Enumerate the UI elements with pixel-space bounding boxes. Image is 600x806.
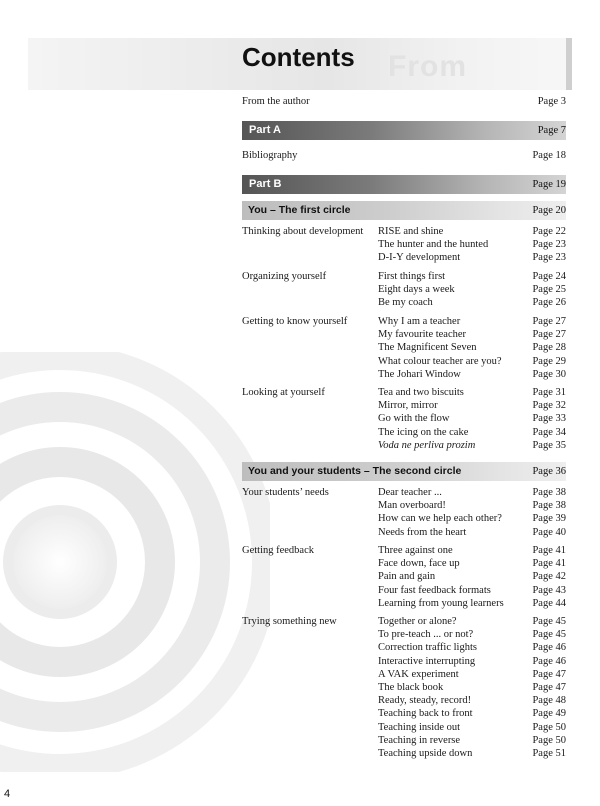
toc-item-title: Dear teacher ... [378, 487, 442, 498]
section-title: Looking at yourself [242, 387, 325, 398]
toc-item-page: Page 41 [532, 545, 566, 556]
toc-item-page: Page 27 [532, 316, 566, 327]
section-title: Getting to know yourself [242, 316, 348, 327]
toc-item[interactable] [378, 426, 566, 439]
toc-item-title: Four fast feedback formats [378, 584, 491, 596]
toc-item-page: Page 42 [532, 571, 566, 583]
toc-item[interactable] [378, 283, 566, 296]
toc-item[interactable] [378, 270, 566, 283]
toc-item-title: D-I-Y development [378, 252, 461, 264]
toc-item-page: Page 47 [532, 681, 566, 693]
toc-item-page: Page 43 [532, 584, 566, 596]
toc-item-title: Face down, face up [378, 558, 460, 570]
section-items [378, 486, 566, 539]
section-items [378, 386, 566, 452]
toc-item-page: Page 46 [532, 655, 566, 667]
toc-item-title: Why I am a teacher [378, 316, 461, 327]
part-b-heading[interactable] [242, 175, 566, 194]
second-circle-page: Page 36 [532, 466, 566, 477]
toc-item-title: Teaching upside down [378, 747, 473, 759]
section-title: Trying something new [242, 616, 337, 627]
second-circle-heading[interactable] [242, 462, 566, 481]
toc-item-page: Page 32 [532, 400, 566, 412]
section-items [378, 315, 566, 381]
toc-item-page: Page 31 [532, 387, 566, 398]
toc-item-title: Three against one [378, 545, 453, 556]
toc-item[interactable] [378, 251, 566, 264]
toc-item-page: Page 22 [532, 226, 566, 237]
section-title: Getting feedback [242, 545, 315, 556]
part-a-page: Page 7 [537, 125, 566, 136]
toc-item-title: How can we help each other? [378, 513, 502, 525]
toc-entry-label: Bibliography [242, 150, 298, 161]
toc-item[interactable] [378, 734, 566, 747]
toc-entry-page: Page 18 [532, 150, 566, 161]
part-a-heading[interactable] [242, 121, 566, 140]
toc-item[interactable] [378, 570, 566, 583]
toc-item[interactable] [378, 341, 566, 354]
toc-item[interactable] [378, 412, 566, 425]
toc-item[interactable] [378, 486, 566, 499]
toc-item[interactable] [378, 399, 566, 412]
toc-item-page: Page 50 [532, 721, 566, 733]
toc-item[interactable] [378, 584, 566, 597]
toc-item-title: The Johari Window [378, 368, 461, 380]
toc-entry-bibliography[interactable] [242, 149, 566, 162]
toc-item[interactable] [378, 328, 566, 341]
toc-item-page: Page 44 [532, 597, 566, 609]
toc-item-title: Be my coach [378, 297, 433, 309]
toc-item-title: Together or alone? [378, 616, 457, 627]
toc-item-title: Eight days a week [378, 284, 455, 296]
toc-item-title: Correction traffic lights [378, 642, 477, 654]
toc-item-title: The Magnificent Seven [378, 342, 477, 354]
toc-item-page: Page 23 [532, 239, 566, 251]
toc-item[interactable] [378, 681, 566, 694]
section-title: Organizing yourself [242, 271, 327, 282]
toc-item[interactable] [378, 499, 566, 512]
toc-item-page: Page 23 [532, 252, 566, 264]
toc-item-page: Page 39 [532, 513, 566, 525]
toc-item-title: A VAK experiment [378, 668, 459, 680]
part-b-label: Part B [249, 178, 282, 190]
toc-item[interactable] [378, 615, 566, 628]
toc-entry-from-the-author[interactable] [242, 95, 566, 108]
toc-item-page: Page 38 [532, 500, 566, 512]
toc-item-page: Page 49 [532, 708, 566, 720]
toc-item-title: Teaching back to front [378, 708, 473, 720]
toc-item-page: Page 27 [532, 329, 566, 341]
toc-item-page: Page 25 [532, 284, 566, 296]
toc-item-page: Page 48 [532, 695, 566, 707]
toc-item-page: Page 29 [532, 355, 566, 367]
second-circle-label: You and your students – The second circle [248, 465, 462, 477]
toc-item-title: The icing on the cake [378, 426, 469, 438]
section-items [378, 270, 566, 310]
toc-item[interactable] [378, 225, 566, 238]
toc-item[interactable] [378, 694, 566, 707]
toc-item[interactable] [378, 512, 566, 525]
toc-item[interactable] [378, 544, 566, 557]
toc-item[interactable] [378, 641, 566, 654]
toc-item-title: To pre-teach ... or not? [378, 629, 474, 641]
toc-item-title: The black book [378, 681, 444, 693]
section-title: Thinking about development [242, 226, 364, 237]
page-number: 4 [4, 788, 11, 800]
toc-item-page: Page 45 [532, 629, 566, 641]
toc-item-page: Page 41 [532, 558, 566, 570]
part-a-label: Part A [249, 124, 281, 136]
toc-item-title: Pain and gain [378, 571, 436, 583]
page-title: Contents [242, 42, 355, 72]
toc-item[interactable] [378, 315, 566, 328]
toc-item-title: Learning from young learners [378, 597, 504, 609]
toc-item-page: Page 34 [532, 426, 566, 438]
toc-item-title: Teaching inside out [378, 721, 461, 733]
toc-item-title: Ready, steady, record! [378, 695, 472, 707]
toc-item-title: Interactive interrupting [378, 655, 476, 667]
toc-item[interactable] [378, 439, 566, 452]
toc-item-title: The hunter and the hunted [378, 239, 489, 251]
title-ghost-text: From [388, 50, 467, 83]
toc-item-page: Page 26 [532, 297, 566, 309]
toc-item-page: Page 40 [532, 526, 566, 538]
toc-item-page: Page 51 [532, 747, 566, 759]
toc-item-title: First things first [378, 271, 446, 282]
toc-item-page: Page 46 [532, 642, 566, 654]
toc-item[interactable] [378, 668, 566, 681]
toc-item-title: Mirror, mirror [378, 400, 438, 412]
toc-item[interactable] [378, 296, 566, 309]
toc-item[interactable] [378, 557, 566, 570]
first-circle-heading[interactable] [242, 201, 566, 220]
toc-item[interactable] [378, 707, 566, 720]
toc-item[interactable] [378, 386, 566, 399]
toc-item-title: Go with the flow [378, 413, 450, 425]
toc-item-title: Tea and two biscuits [378, 387, 464, 398]
toc-item[interactable] [378, 355, 566, 368]
toc-item-page: Page 47 [532, 668, 566, 680]
toc-item[interactable] [378, 238, 566, 251]
section-items [378, 544, 566, 610]
title-band-endbar [566, 38, 572, 90]
part-b-page: Page 19 [532, 179, 566, 190]
first-circle-page: Page 20 [532, 205, 566, 216]
toc-item[interactable] [378, 747, 566, 760]
toc-item-title: My favourite teacher [378, 329, 467, 341]
toc-item[interactable] [378, 526, 566, 539]
toc-item-page: Page 45 [532, 616, 566, 627]
toc-item-page: Page 30 [532, 368, 566, 380]
toc-item-page: Page 38 [532, 487, 566, 498]
toc-item-title: RISE and shine [378, 226, 444, 237]
toc-item-title: Voda ne perliva prozim [378, 439, 476, 451]
toc-item[interactable] [378, 597, 566, 610]
toc-item-page: Page 28 [532, 342, 566, 354]
toc-item[interactable] [378, 368, 566, 381]
decorative-circles-graphic [0, 352, 270, 772]
section-items [378, 225, 566, 265]
toc-entry-page: Page 3 [537, 96, 566, 107]
section-title: Your students’ needs [242, 487, 329, 498]
toc-item-page: Page 24 [532, 271, 566, 282]
toc-item-title: What colour teacher are you? [378, 355, 502, 367]
section-items [378, 615, 566, 760]
first-circle-label: You – The first circle [248, 204, 351, 216]
toc-item-page: Page 33 [532, 413, 566, 425]
toc-item-title: Needs from the heart [378, 526, 467, 538]
toc-item-page: Page 50 [532, 734, 566, 746]
toc-item[interactable] [378, 655, 566, 668]
toc-item-title: Teaching in reverse [378, 734, 461, 746]
toc-item[interactable] [378, 628, 566, 641]
toc-item-page: Page 35 [532, 439, 566, 451]
toc-item-title: Man overboard! [378, 500, 446, 512]
toc-item[interactable] [378, 721, 566, 734]
toc-entry-label: From the author [242, 96, 310, 107]
